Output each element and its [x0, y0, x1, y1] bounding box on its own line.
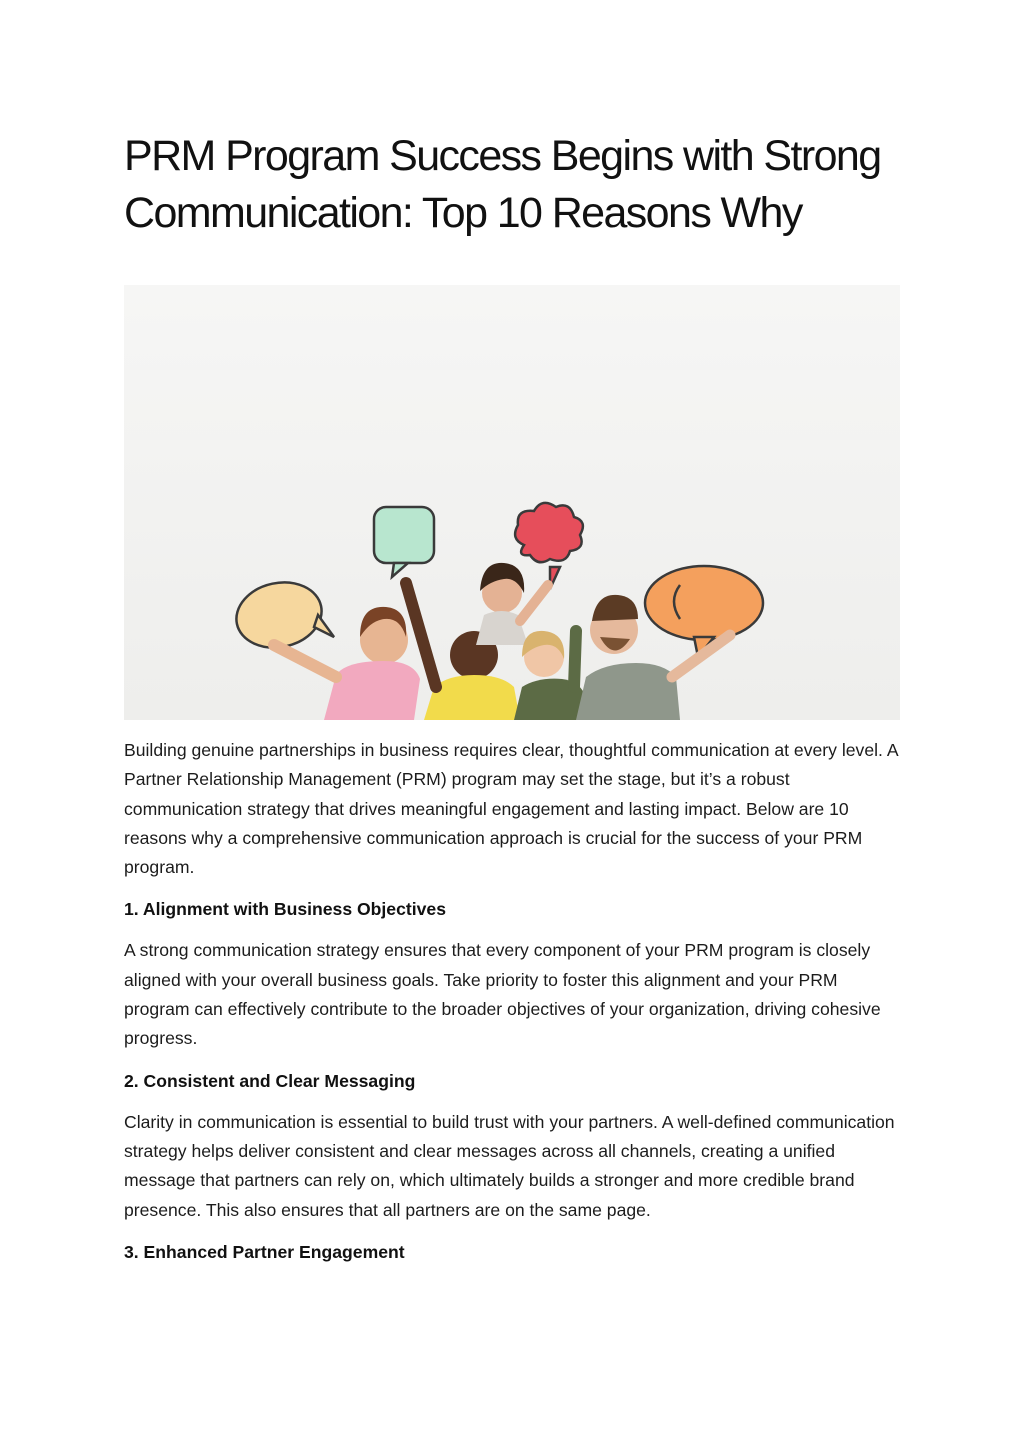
- document-page: [124, 0, 900, 1262]
- hero-image: [124, 285, 900, 720]
- article-body: [124, 736, 900, 1279]
- section-heading-1: 1. Alignment with Business Objectives: [124, 899, 446, 920]
- section-heading-3: 3. Enhanced Partner Engagement: [124, 1241, 405, 1262]
- people-speech-bubbles-illustration: [124, 285, 900, 720]
- section-body-2: Clarity in communication is essential to build trust with your partners. A well-defined communication strategy helps deliver consistent and clear messages across all channels, creating a unified message that partners can rely on, which ultimately builds a stronger and more credible brand presence. This also ensures that all partners are on the same page.: [124, 1111, 895, 1220]
- section-body-1: A strong communication strategy ensures that every component of your PRM program is closely aligned with your overall business goals. Take priority to foster this alignment and your PRM program can effectively contribute to the broader objectives of your organization, driving cohesive progress.: [124, 940, 881, 1049]
- intro-paragraph: Building genuine partnerships in business requires clear, thoughtful communication at every level. A Partner Relationship Management (PRM) program may set the stage, but it’s a robust communication strategy that drives meaningful engagement and lasting impact. Below are 10 reasons why a comprehensive communication approach is crucial for the success of your PRM program.: [124, 740, 898, 878]
- section-heading-2: 2. Consistent and Clear Messaging: [124, 1070, 416, 1091]
- document-title: PRM Program Success Begins with Strong Communication: Top 10 Reasons Why: [124, 132, 881, 237]
